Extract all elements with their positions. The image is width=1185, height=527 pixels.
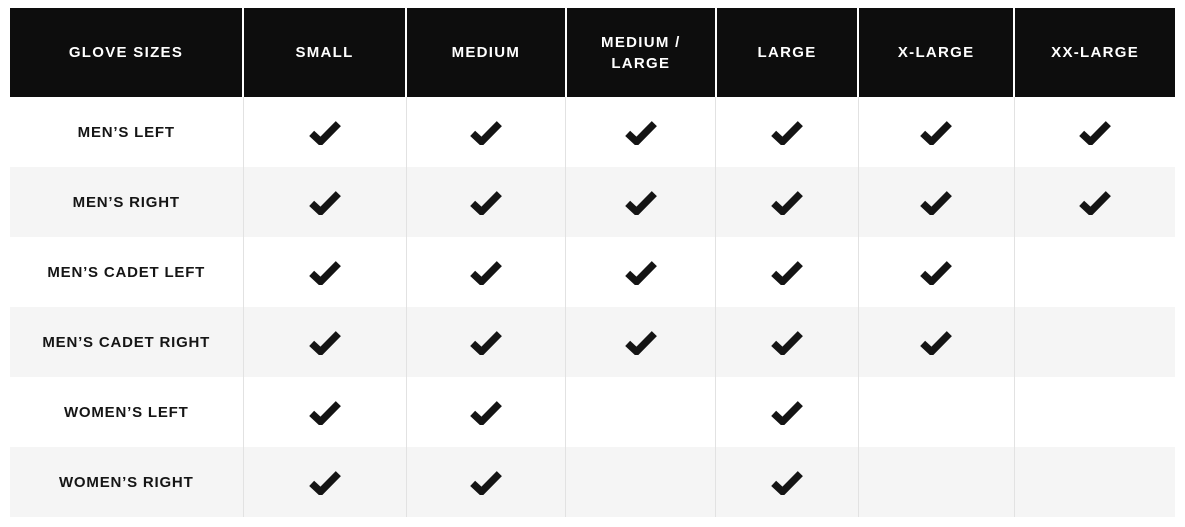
availability-cell-checked — [243, 447, 406, 517]
checkmark-icon — [1078, 120, 1112, 145]
availability-cell-checked — [1014, 167, 1175, 237]
checkmark-icon — [919, 260, 953, 285]
checkmark-icon — [469, 120, 503, 145]
availability-cell-empty — [566, 447, 716, 517]
column-header-medium-large: MEDIUM / LARGE — [566, 8, 716, 97]
availability-cell-checked — [406, 167, 566, 237]
checkmark-icon — [308, 470, 342, 495]
availability-cell-checked — [716, 167, 858, 237]
availability-cell-checked — [716, 237, 858, 307]
checkmark-icon — [469, 400, 503, 425]
glove-sizes-table — [10, 8, 1175, 517]
checkmark-icon — [770, 190, 804, 215]
column-header-medium: MEDIUM — [406, 8, 566, 97]
column-header-xx-large: XX-LARGE — [1014, 8, 1175, 97]
availability-cell-checked — [406, 237, 566, 307]
row-label: MEN’S CADET RIGHT — [42, 333, 211, 351]
header-row — [10, 8, 1175, 97]
checkmark-icon — [308, 190, 342, 215]
column-header-small: SMALL — [243, 8, 406, 97]
availability-cell-empty — [858, 447, 1014, 517]
corner-header-glove-sizes: GLOVE SIZES — [10, 8, 243, 97]
availability-cell-checked — [566, 307, 716, 377]
availability-cell-checked — [243, 97, 406, 167]
checkmark-icon — [469, 470, 503, 495]
availability-cell-checked — [858, 307, 1014, 377]
availability-cell-checked — [243, 237, 406, 307]
checkmark-icon — [770, 400, 804, 425]
availability-cell-checked — [406, 377, 566, 447]
availability-cell-empty — [1014, 237, 1175, 307]
availability-cell-checked — [406, 307, 566, 377]
availability-cell-checked — [716, 377, 858, 447]
column-header-x-large: X-LARGE — [858, 8, 1014, 97]
checkmark-icon — [308, 330, 342, 355]
table-row-women-s-right — [10, 447, 1175, 517]
table-row-men-s-cadet-right — [10, 307, 1175, 377]
availability-cell-checked — [858, 167, 1014, 237]
availability-cell-checked — [566, 97, 716, 167]
availability-cell-checked — [243, 307, 406, 377]
checkmark-icon — [770, 120, 804, 145]
checkmark-icon — [919, 120, 953, 145]
availability-cell-checked — [716, 97, 858, 167]
column-header-large: LARGE — [716, 8, 858, 97]
checkmark-icon — [469, 330, 503, 355]
table-row-men-s-right — [10, 167, 1175, 237]
checkmark-icon — [770, 260, 804, 285]
row-label: WOMEN’S LEFT — [63, 403, 189, 421]
availability-cell-checked — [406, 97, 566, 167]
row-label: MEN’S CADET LEFT — [47, 263, 206, 281]
availability-cell-empty — [566, 377, 716, 447]
checkmark-icon — [624, 120, 658, 145]
checkmark-icon — [308, 120, 342, 145]
checkmark-icon — [624, 190, 658, 215]
availability-cell-empty — [858, 377, 1014, 447]
availability-cell-empty — [1014, 447, 1175, 517]
checkmark-icon — [624, 260, 658, 285]
table-row-men-s-left — [10, 97, 1175, 167]
availability-cell-checked — [858, 97, 1014, 167]
availability-cell-checked — [566, 167, 716, 237]
availability-cell-checked — [406, 447, 566, 517]
checkmark-icon — [308, 260, 342, 285]
row-label: WOMEN’S RIGHT — [58, 473, 194, 491]
checkmark-icon — [919, 330, 953, 355]
row-label: MEN’S LEFT — [77, 123, 175, 141]
table-row-women-s-left — [10, 377, 1175, 447]
checkmark-icon — [308, 400, 342, 425]
availability-cell-checked — [1014, 97, 1175, 167]
availability-cell-empty — [1014, 377, 1175, 447]
availability-cell-empty — [1014, 307, 1175, 377]
availability-cell-checked — [858, 237, 1014, 307]
checkmark-icon — [770, 330, 804, 355]
table-row-men-s-cadet-left — [10, 237, 1175, 307]
availability-cell-checked — [243, 377, 406, 447]
checkmark-icon — [469, 190, 503, 215]
checkmark-icon — [624, 330, 658, 355]
availability-cell-checked — [566, 237, 716, 307]
row-label: MEN’S RIGHT — [72, 193, 180, 211]
availability-cell-checked — [243, 167, 406, 237]
checkmark-icon — [919, 190, 953, 215]
availability-cell-checked — [716, 307, 858, 377]
checkmark-icon — [770, 470, 804, 495]
checkmark-icon — [1078, 190, 1112, 215]
checkmark-icon — [469, 260, 503, 285]
availability-cell-checked — [716, 447, 858, 517]
